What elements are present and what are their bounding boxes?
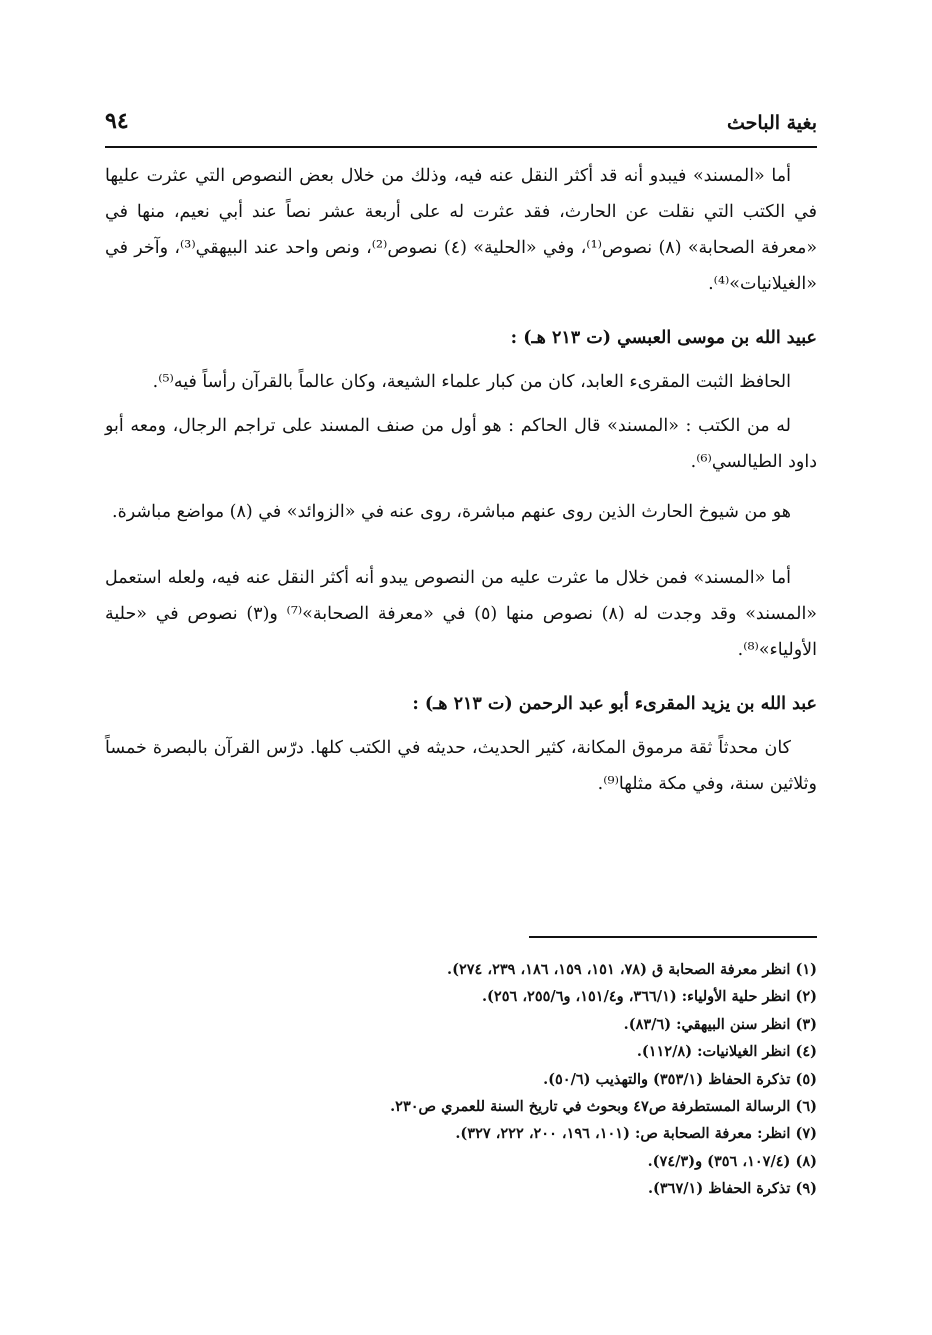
paragraph-3: له من الكتب : «المسند» قال الحاكم : هو أول من صنف المسند على تراجم الرجال، ومعه أبو داود الطيالسي⁽⁶⁾. <box>105 416 817 472</box>
running-title: بغية الباحث <box>727 112 817 134</box>
footnote-6: (٦) الرسالة المستطرفة ص٤٧ وبحوث في تاريخ السنة للعمري ص٢٣٠. <box>390 1098 817 1116</box>
page-header <box>105 98 817 134</box>
heading-abdallah: عبد الله بن يزيد المقرىء أبو عبد الرحمن (ت ٢١٣ هـ) : <box>412 694 817 714</box>
footnotes-list <box>105 956 817 1203</box>
paragraph-1: أما «المسند» فيبدو أنه قد أكثر النقل عنه فيه، وذلك من خلال بعض النصوص التي عثرت عليها في الكتب التي نقلت عن الحارث، فقد عثرت له على أربعة عشر نصاً عند أبي نعيم، منها في «معرفة الصحابة» (٨) نصوص⁽¹⁾، وفي «الحلية» (٤) نصوص⁽²⁾، ونص واحد عند البيهقي⁽³⁾، وآخر في «الغيلانيات»⁽⁴⁾. <box>105 166 818 294</box>
footnote-1: (١) انظر معرفة الصحابة ق (٧٨، ١٥١، ١٥٩، ١٨٦، ٢٣٩، ٢٧٤). <box>447 961 817 978</box>
footnote-3: (٣) انظر سنن البيهقي: (٨٣/٦). <box>623 1015 817 1033</box>
paragraph-5: أما «المسند» فمن خلال ما عثرت عليه من النصوص يبدو أنه أكثر النقل عنه فيه، ولعله استعمل «المسند» وقد وجدت له (٨) نصوص منها (٥) في «معرفة الصحابة»⁽⁷⁾ و(٣) نصوص في «حلية الأولياء»⁽⁸⁾. <box>105 568 818 660</box>
main-text <box>105 158 817 802</box>
paragraph-4: هو من شيوخ الحارث الذين روى عنهم مباشرة، روى عنه في «الزوائد» في (٨) مواضع مباشرة. <box>112 502 791 522</box>
header-divider <box>105 146 817 148</box>
heading-ubaidallah: عبيد الله بن موسى العبسي (ت ٢١٣ هـ) : <box>510 328 817 348</box>
footnote-7: (٧) انظر: معرفة الصحابة ص: (١٠١، ١٩٦، ٢٠٠، ٢٢٢، ٣٢٧). <box>455 1125 817 1143</box>
footnote-8: (٨) (١٠٧/٤، ٣٥٦) و(٧٤/٣). <box>647 1152 817 1170</box>
footnote-5: (٥) تذكرة الحفاظ (٣٥٣/١) والتهذيب (٥٠/٦). <box>543 1070 817 1088</box>
footnote-4: (٤) انظر الغيلانيات: (١١٢/٨). <box>636 1043 817 1061</box>
paragraph-6: كان محدثاً ثقة مرموق المكانة، كثير الحديث، حديثه في الكتب كلها. درّس القرآن بالبصرة خمساً وثلاثين سنة، وفي مكة مثلها⁽⁹⁾. <box>105 738 817 794</box>
footnote-divider <box>529 936 817 938</box>
paragraph-2: الحافظ الثبت المقرىء العابد، كان من كبار علماء الشيعة، وكان عالماً بالقرآن رأساً فيه⁽⁵⁾. <box>152 372 791 392</box>
footnote-2: (٢) انظر حلية الأولياء: (٣٦٦/١، و١٥١/٤، و٢٥٥/٦، ٢٥٦). <box>482 988 817 1006</box>
page-number: ٩٤ <box>105 108 129 134</box>
footnote-9: (٩) تذكرة الحفاظ (٣٦٧/١). <box>647 1180 817 1198</box>
